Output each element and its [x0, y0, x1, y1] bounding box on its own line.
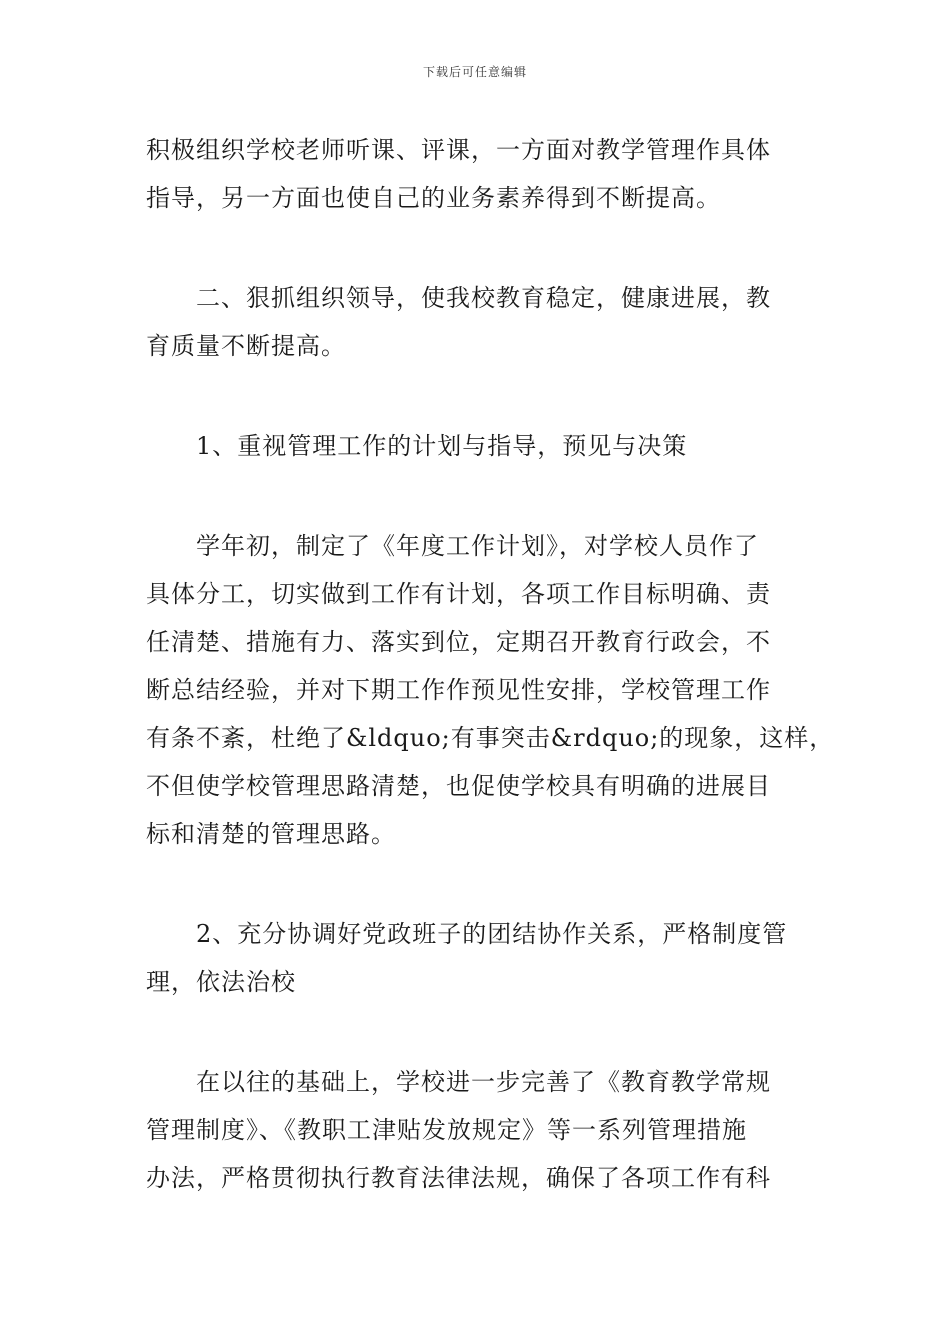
text-line: 1、重视管理工作的计划与指导，预见与决策 — [196, 432, 688, 460]
text-line: 2、充分协调好党政班子的团结协作关系，严格制度管 — [196, 920, 788, 948]
text-line: 有条不紊，杜绝了&ldquo;有事突击&rdquo;的现象，这样， — [146, 724, 835, 752]
text-line: 指导，另一方面也使自己的业务素养得到不断提高。 — [146, 184, 721, 212]
text-line: 积极组织学校老师听课、评课，一方面对教学管理作具体 — [146, 136, 771, 164]
document-body — [146, 126, 835, 1254]
paragraph — [146, 522, 835, 858]
text-line: 学年初，制定了《年度工作计划》，对学校人员作了 — [196, 532, 759, 560]
text-line: 不但使学校管理思路清楚，也促使学校具有明确的进展目 — [146, 772, 771, 800]
subsection-heading — [146, 422, 812, 470]
paragraph — [146, 126, 812, 222]
text-line: 办法，严格贯彻执行教育法律法规，确保了各项工作有科 — [146, 1164, 771, 1192]
text-line: 具体分工，切实做到工作有计划，各项工作目标明确、责 — [146, 580, 771, 608]
text-line: 标和清楚的管理思路。 — [146, 820, 396, 848]
subsection-heading — [146, 910, 812, 1006]
text-line: 在以往的基础上，学校进一步完善了《教育教学常规 — [196, 1068, 771, 1096]
text-line: 二、狠抓组织领导，使我校教育稳定，健康进展，教 — [196, 284, 771, 312]
text-line: 管理制度》、《教职工津贴发放规定》等一系列管理措施 — [146, 1116, 747, 1144]
section-heading — [146, 274, 812, 370]
paragraph — [146, 1058, 812, 1202]
text-line: 育质量不断提高。 — [146, 332, 346, 360]
text-line: 断总结经验，并对下期工作作预见性安排，学校管理工作 — [146, 676, 771, 704]
page-header: 下载后可任意编辑 — [422, 65, 527, 79]
text-line: 理，依法治校 — [146, 968, 296, 996]
text-line: 任清楚、措施有力、落实到位，定期召开教育行政会，不 — [146, 628, 771, 656]
